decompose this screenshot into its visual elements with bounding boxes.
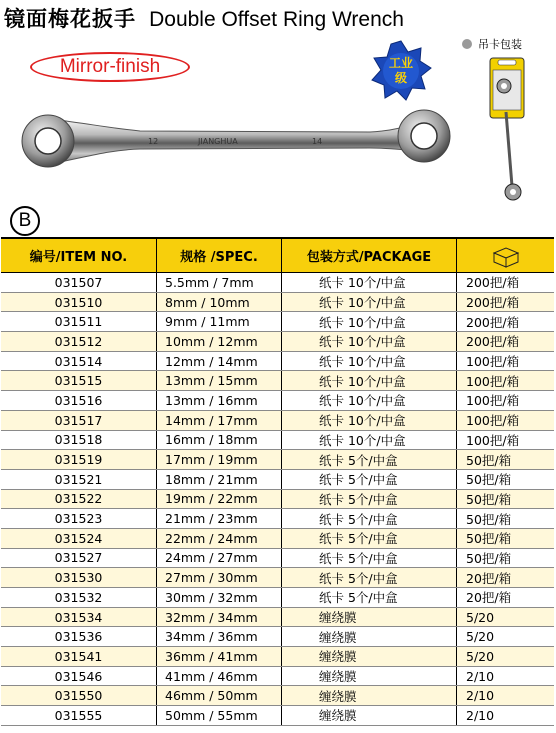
table-row bbox=[1, 450, 554, 470]
spec-cell: 12mm / 14mm bbox=[157, 352, 282, 371]
table-row bbox=[1, 529, 554, 549]
spec-cell: 36mm / 41mm bbox=[157, 647, 282, 666]
package-cell: 纸卡 10个/中盒 bbox=[282, 273, 457, 292]
package-cell: 纸卡 10个/中盒 bbox=[282, 312, 457, 331]
quantity-cell: 100把/箱 bbox=[466, 373, 520, 389]
gray-dot-icon bbox=[462, 39, 472, 49]
package-cell: 缠绕膜 bbox=[282, 686, 457, 705]
page-title bbox=[4, 3, 552, 33]
quantity-cell: 50把/箱 bbox=[466, 550, 512, 566]
table-row bbox=[1, 608, 554, 628]
item-no-cell: 031519 bbox=[1, 450, 157, 469]
table-row bbox=[1, 686, 554, 706]
spec-cell: 41mm / 46mm bbox=[157, 667, 282, 686]
quantity-cell: 2/10 bbox=[466, 688, 495, 704]
spec-cell: 16mm / 18mm bbox=[157, 431, 282, 450]
grade-seal-line2: 级 bbox=[394, 71, 408, 85]
table-row bbox=[1, 293, 554, 313]
spec-cell: 32mm / 34mm bbox=[157, 608, 282, 627]
package-cell: 缠绕膜 bbox=[282, 667, 457, 686]
quantity-cell: 100把/箱 bbox=[466, 432, 520, 448]
item-no-cell: 031507 bbox=[1, 273, 157, 292]
spec-cell: 50mm / 55mm bbox=[157, 706, 282, 725]
package-cell: 纸卡 10个/中盒 bbox=[282, 411, 457, 430]
package-cell: 纸卡 5个/中盒 bbox=[282, 549, 457, 568]
item-no-cell: 031517 bbox=[1, 411, 157, 430]
wrench-image bbox=[20, 106, 452, 176]
spec-cell: 13mm / 15mm bbox=[157, 371, 282, 390]
table-header bbox=[1, 239, 554, 273]
spec-cell: 30mm / 32mm bbox=[157, 588, 282, 607]
box-icon bbox=[491, 244, 521, 268]
package-cell: 纸卡 5个/中盒 bbox=[282, 470, 457, 489]
item-no-cell: 031534 bbox=[1, 608, 157, 627]
package-cell: 纸卡 10个/中盒 bbox=[282, 352, 457, 371]
quantity-cell: 100把/箱 bbox=[466, 393, 520, 409]
table-row bbox=[1, 352, 554, 372]
quantity-cell: 50把/箱 bbox=[466, 531, 512, 547]
item-no-cell: 031532 bbox=[1, 588, 157, 607]
title-english: Double Offset Ring Wrench bbox=[149, 8, 404, 31]
spec-cell: 34mm / 36mm bbox=[157, 627, 282, 646]
item-no-cell: 031550 bbox=[1, 686, 157, 705]
table-row bbox=[1, 627, 554, 647]
table-row bbox=[1, 568, 554, 588]
quantity-cell: 200把/箱 bbox=[466, 295, 520, 311]
spec-cell: 13mm / 16mm bbox=[157, 391, 282, 410]
quantity-cell: 50把/箱 bbox=[466, 472, 512, 488]
quantity-cell: 100把/箱 bbox=[466, 354, 520, 370]
table-row bbox=[1, 273, 554, 293]
quantity-cell: 5/20 bbox=[466, 629, 495, 645]
hang-card-label bbox=[462, 36, 522, 52]
spec-cell: 19mm / 22mm bbox=[157, 490, 282, 509]
spec-cell: 17mm / 19mm bbox=[157, 450, 282, 469]
table-row bbox=[1, 371, 554, 391]
item-no-cell: 031511 bbox=[1, 312, 157, 331]
spec-table bbox=[1, 237, 554, 726]
hang-card-image bbox=[484, 54, 532, 206]
item-no-cell: 031541 bbox=[1, 647, 157, 666]
table-row bbox=[1, 391, 554, 411]
table-row bbox=[1, 667, 554, 687]
table-row bbox=[1, 647, 554, 667]
header-spec: 规格 /SPEC. bbox=[157, 239, 282, 272]
item-no-cell: 031521 bbox=[1, 470, 157, 489]
package-cell: 纸卡 10个/中盒 bbox=[282, 431, 457, 450]
spec-cell: 21mm / 23mm bbox=[157, 509, 282, 528]
quantity-cell: 50把/箱 bbox=[466, 511, 512, 527]
quantity-cell: 5/20 bbox=[466, 648, 495, 664]
table-row bbox=[1, 490, 554, 510]
package-cell: 纸卡 10个/中盒 bbox=[282, 391, 457, 410]
table-row bbox=[1, 312, 554, 332]
package-cell: 缠绕膜 bbox=[282, 627, 457, 646]
item-no-cell: 031522 bbox=[1, 490, 157, 509]
table-row bbox=[1, 509, 554, 529]
item-no-cell: 031530 bbox=[1, 568, 157, 587]
quantity-cell: 20把/箱 bbox=[466, 590, 512, 606]
table-row bbox=[1, 411, 554, 431]
spec-cell: 10mm / 12mm bbox=[157, 332, 282, 351]
table-row bbox=[1, 588, 554, 608]
header-package: 包装方式/PACKAGE bbox=[282, 239, 457, 272]
section-marker-letter: B bbox=[18, 210, 32, 231]
quantity-cell: 5/20 bbox=[466, 609, 495, 625]
hang-card-text: 吊卡包装 bbox=[478, 38, 522, 51]
wrench-brand: JIANGHUA bbox=[198, 137, 238, 146]
quantity-cell: 200把/箱 bbox=[466, 275, 520, 291]
package-cell: 纸卡 10个/中盒 bbox=[282, 332, 457, 351]
quantity-cell: 50把/箱 bbox=[466, 491, 512, 507]
title-chinese: 镜面梅花扳手 bbox=[4, 7, 136, 31]
package-cell: 纸卡 10个/中盒 bbox=[282, 371, 457, 390]
item-no-cell: 031536 bbox=[1, 627, 157, 646]
spec-cell: 46mm / 50mm bbox=[157, 686, 282, 705]
mirror-finish-badge bbox=[30, 52, 190, 82]
item-no-cell: 031516 bbox=[1, 391, 157, 410]
spec-cell: 5.5mm / 7mm bbox=[157, 273, 282, 292]
spec-cell: 22mm / 24mm bbox=[157, 529, 282, 548]
package-cell: 纸卡 5个/中盒 bbox=[282, 568, 457, 587]
package-cell: 纸卡 5个/中盒 bbox=[282, 490, 457, 509]
item-no-cell: 031510 bbox=[1, 293, 157, 312]
table-row bbox=[1, 706, 554, 726]
item-no-cell: 031524 bbox=[1, 529, 157, 548]
spec-cell: 14mm / 17mm bbox=[157, 411, 282, 430]
quantity-cell: 2/10 bbox=[466, 668, 495, 684]
quantity-cell: 200把/箱 bbox=[466, 334, 520, 350]
package-cell: 纸卡 10个/中盒 bbox=[282, 293, 457, 312]
table-row bbox=[1, 431, 554, 451]
table-body bbox=[1, 273, 554, 726]
package-cell: 缠绕膜 bbox=[282, 608, 457, 627]
header-item-no: 编号/ITEM NO. bbox=[1, 239, 157, 272]
item-no-cell: 031555 bbox=[1, 706, 157, 725]
spec-cell: 9mm / 11mm bbox=[157, 312, 282, 331]
item-no-cell: 031514 bbox=[1, 352, 157, 371]
quantity-cell: 20把/箱 bbox=[466, 570, 512, 586]
item-no-cell: 031523 bbox=[1, 509, 157, 528]
package-cell: 缠绕膜 bbox=[282, 706, 457, 725]
quantity-cell: 2/10 bbox=[466, 707, 495, 723]
package-cell: 纸卡 5个/中盒 bbox=[282, 450, 457, 469]
item-no-cell: 031546 bbox=[1, 667, 157, 686]
package-cell: 纸卡 5个/中盒 bbox=[282, 509, 457, 528]
table-row bbox=[1, 470, 554, 490]
item-no-cell: 031527 bbox=[1, 549, 157, 568]
quantity-cell: 200把/箱 bbox=[466, 314, 520, 330]
wrench-size-left: 12 bbox=[148, 137, 159, 146]
grade-seal bbox=[370, 40, 432, 102]
item-no-cell: 031515 bbox=[1, 371, 157, 390]
package-cell: 纸卡 5个/中盒 bbox=[282, 529, 457, 548]
quantity-cell: 100把/箱 bbox=[466, 413, 520, 429]
header-box-cell bbox=[457, 239, 554, 272]
spec-cell: 8mm / 10mm bbox=[157, 293, 282, 312]
table-row bbox=[1, 332, 554, 352]
mirror-finish-text: Mirror-finish bbox=[59, 56, 161, 77]
section-marker bbox=[10, 206, 40, 236]
quantity-cell: 50把/箱 bbox=[466, 452, 512, 468]
package-cell: 纸卡 5个/中盒 bbox=[282, 588, 457, 607]
wrench-size-right: 14 bbox=[312, 137, 323, 146]
package-cell: 缠绕膜 bbox=[282, 647, 457, 666]
item-no-cell: 031518 bbox=[1, 431, 157, 450]
spec-cell: 18mm / 21mm bbox=[157, 470, 282, 489]
grade-seal-line1: 工业 bbox=[388, 56, 414, 70]
item-no-cell: 031512 bbox=[1, 332, 157, 351]
spec-cell: 24mm / 27mm bbox=[157, 549, 282, 568]
spec-cell: 27mm / 30mm bbox=[157, 568, 282, 587]
table-row bbox=[1, 549, 554, 569]
